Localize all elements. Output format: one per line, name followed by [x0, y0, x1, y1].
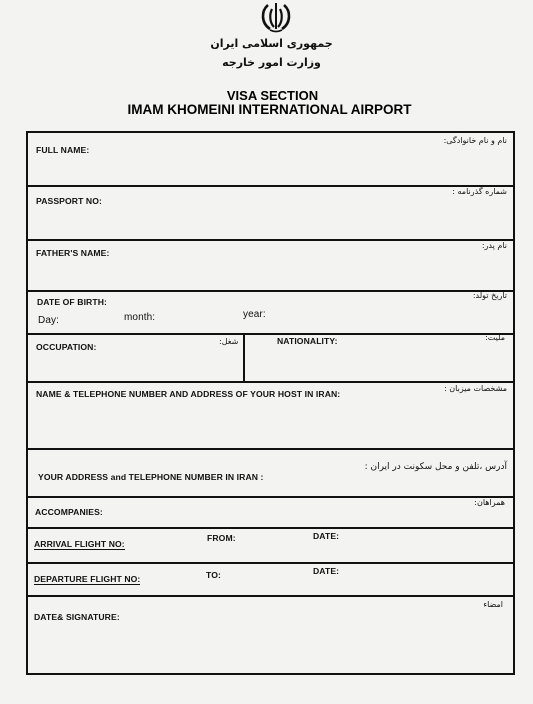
occupation-label: OCCUPATION: — [36, 342, 97, 352]
form-divider — [28, 290, 513, 292]
dob-year-label: year: — [243, 309, 266, 320]
address-label-fa: آدرس ،تلفن و محل سکونت در ایران : — [364, 462, 507, 472]
signature-label-fa: امضاء — [483, 600, 503, 609]
dob-month-label: month: — [124, 312, 156, 323]
accompanies-label: ACCOMPANIES: — [35, 507, 103, 517]
form-divider — [28, 496, 513, 498]
form-divider — [28, 527, 513, 529]
header-country-name: جمهوری اسلامی ایران — [210, 37, 333, 50]
form-divider — [28, 562, 513, 564]
arrival-date-label: DATE: — [313, 531, 340, 541]
host-info-label-fa: مشخصات میزبان : — [444, 384, 507, 393]
arrival-from-label: FROM: — [207, 533, 236, 543]
full-name-label-fa: نام و نام خانوادگی: — [443, 136, 507, 145]
form-divider — [28, 239, 513, 241]
departure-to-label: TO: — [206, 570, 221, 580]
nationality-label: NATIONALITY: — [277, 336, 338, 346]
form-divider — [28, 381, 513, 383]
date-of-birth-label: DATE OF BIRTH: — [37, 297, 107, 307]
fathers-name-label: FATHER'S NAME: — [36, 248, 110, 258]
nationality-label-fa: ملیت: — [485, 333, 505, 342]
passport-no-label-fa: شماره گذرنامه : — [452, 187, 507, 196]
arrival-flight-label: ARRIVAL FLIGHT NO: — [34, 539, 125, 549]
form-divider — [28, 185, 513, 187]
form-divider — [28, 448, 513, 450]
departure-date-label: DATE: — [313, 566, 340, 576]
header-visa-section: VISA SECTION — [226, 88, 319, 103]
accompanies-label-fa: همراهان: — [474, 498, 505, 507]
iran-emblem-icon — [258, 1, 294, 33]
date-of-birth-label-fa: تاریخ تولد: — [472, 291, 507, 300]
header-ministry-name: وزارت امور خارجه — [222, 56, 321, 69]
departure-flight-label: DEPARTURE FLIGHT NO: — [34, 574, 141, 584]
fathers-name-label-fa: نام پدر: — [481, 241, 507, 250]
host-info-label: NAME & TELEPHONE NUMBER AND ADDRESS OF YOUR HOST IN IRAN: — [36, 389, 341, 399]
passport-no-label: PASSPORT NO: — [36, 196, 102, 206]
address-label: YOUR ADDRESS and TELEPHONE NUMBER IN IRAN : — [38, 472, 264, 482]
date-signature-label: DATE& SIGNATURE: — [34, 612, 120, 622]
full-name-label: FULL NAME: — [36, 145, 90, 155]
visa-application-form: FULL NAME: نام و نام خانوادگی: PASSPORT NO: شماره گذرنامه : FATHER'S NAME: نام پدر: DATE OF BIRTH: تاریخ تولد: Day: month: year: OCCUPATION: شغل: NATIONALITY: ملیت: NAME & TELEPHONE NUMBER AND ADDRESS OF YOUR HOST IN IRAN: مشخصات میزبان : YOUR ADDRESS and TELEPHONE NUMBER IN IRAN : آدرس ،تلفن و محل سکونت در ایران : ACCOMPANIES: همراهان: ARRIVAL FLIGHT NO: FROM: DATE: DEPARTURE FLIGHT NO: TO: DATE: DATE& SIGNATURE: امضاء — [26, 131, 515, 675]
header-airport-name: IMAM KHOMEINI INTERNATIONAL AIRPORT — [127, 102, 412, 117]
dob-day-label: Day: — [38, 315, 59, 326]
form-column-divider — [243, 333, 245, 381]
form-divider — [28, 333, 513, 335]
form-divider — [28, 595, 513, 597]
